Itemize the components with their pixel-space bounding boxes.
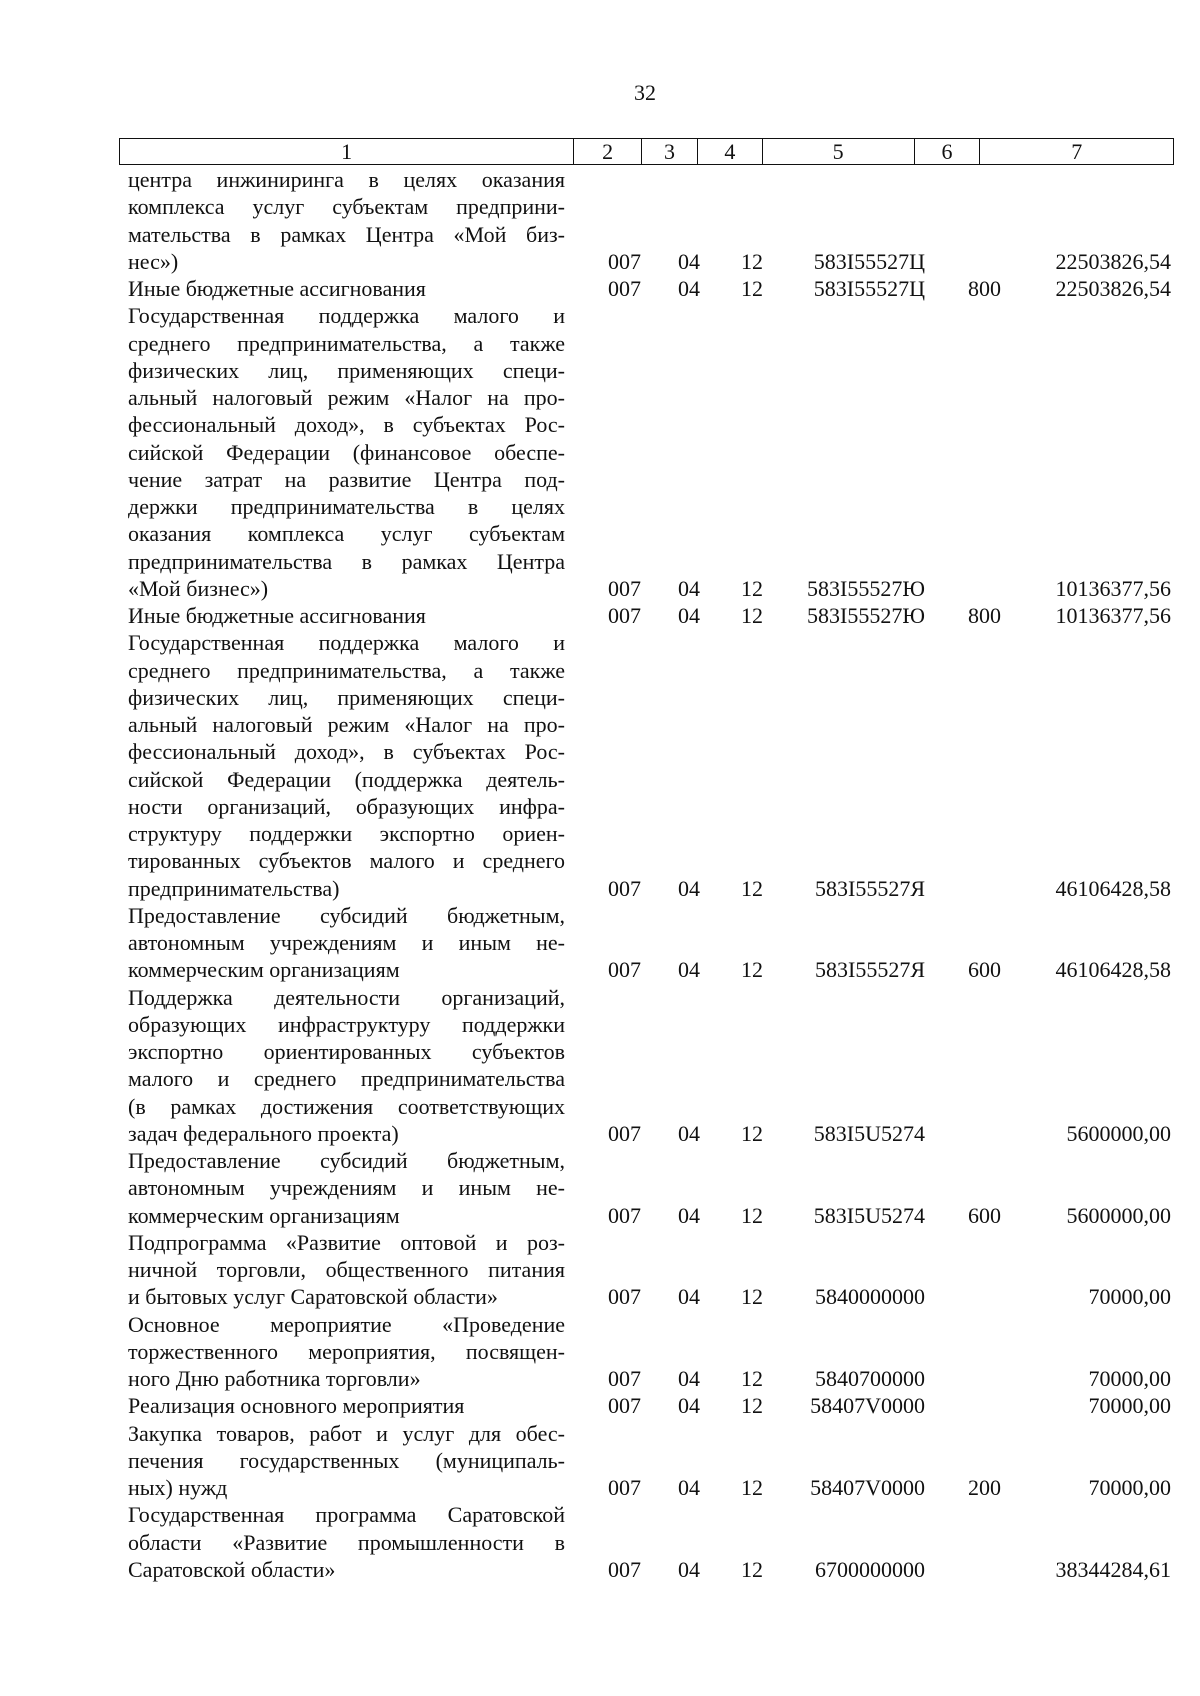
ministry-code: 007	[608, 1556, 641, 1582]
table-row	[128, 166, 1173, 275]
description-line: альный налоговый режим «Налог на про-	[128, 712, 565, 737]
description-line: Закупка товаров, работ и услуг для обес-	[128, 1420, 565, 1446]
subsection-code: 12	[741, 957, 763, 983]
description-line: (в рамках достижения соответствующих	[128, 1093, 565, 1119]
ministry-code: 007	[608, 1475, 641, 1500]
table-header	[119, 138, 1174, 165]
section-code: 04	[678, 603, 700, 628]
description-line: ного Дню работника торговли»	[128, 1366, 421, 1391]
description-line: физических лиц, применяющих специ-	[128, 684, 565, 710]
description-line: держки предпринимательства в целях	[128, 494, 565, 519]
target-article-code: 583I55527Ц	[813, 248, 925, 274]
section-code: 04	[678, 1366, 700, 1391]
description-line: нес»)	[128, 248, 179, 274]
row-description	[128, 166, 565, 275]
description-line: сийской Федерации (финансовое обеспе-	[128, 439, 565, 465]
description-line: ности организаций, образующих инфра-	[128, 793, 565, 819]
ministry-code: 007	[608, 1202, 641, 1228]
ministry-code: 007	[608, 957, 641, 983]
ministry-code: 007	[608, 1393, 641, 1419]
row-description	[128, 1501, 565, 1583]
ministry-code: 007	[608, 248, 641, 274]
description-line: коммерческим организациям	[128, 957, 400, 983]
description-line: структуру поддержки экспортно ориен-	[128, 821, 565, 846]
target-article-code: 583I5U5274	[813, 1202, 925, 1228]
description-line: чение затрат на развитие Центра под-	[128, 466, 565, 492]
ministry-code: 007	[608, 1120, 641, 1146]
target-article-code: 6700000000	[815, 1556, 925, 1582]
section-code: 04	[678, 1556, 700, 1582]
table-row	[128, 1392, 1173, 1419]
table-body	[128, 166, 1173, 1583]
target-article-code: 583I55527Я	[815, 957, 925, 983]
amount: 10136377,56	[1055, 603, 1171, 628]
description-line: области «Развитие промышленности в	[128, 1529, 565, 1555]
description-line: ных) нужд	[128, 1475, 228, 1500]
section-code: 04	[678, 575, 700, 601]
subsection-code: 12	[741, 603, 763, 628]
row-description	[128, 1311, 565, 1393]
description-line: комплекса услуг субъектам предприни-	[128, 194, 565, 220]
target-article-code: 583I55527Ц	[813, 276, 925, 301]
table-row	[128, 902, 1173, 984]
expense-type-code: 600	[968, 957, 1001, 983]
expense-type-code: 800	[968, 276, 1001, 301]
description-line: Иные бюджетные ассигнования	[128, 603, 426, 628]
description-line: центра инжиниринга в целях оказания	[128, 167, 565, 192]
amount: 38344284,61	[1055, 1556, 1171, 1582]
description-line: задач федерального проекта)	[128, 1120, 399, 1146]
ministry-code: 007	[608, 1284, 641, 1310]
table-row	[128, 1147, 1173, 1229]
row-description	[128, 302, 565, 602]
description-line: Поддержка деятельности организаций,	[128, 984, 565, 1010]
section-code: 04	[678, 1475, 700, 1500]
description-line: физических лиц, применяющих специ-	[128, 357, 565, 383]
header-col-3: 3	[642, 139, 698, 164]
description-line: предпринимательства)	[128, 875, 340, 901]
row-description	[128, 1420, 565, 1502]
description-line: Государственная поддержка малого и	[128, 303, 565, 329]
ministry-code: 007	[608, 575, 641, 601]
description-line: альный налоговый режим «Налог на про-	[128, 385, 565, 410]
description-line: мательства в рамках Центра «Мой биз-	[128, 221, 565, 247]
subsection-code: 12	[741, 1475, 763, 1500]
description-line: Саратовской области»	[128, 1556, 336, 1582]
page-number: 32	[634, 80, 656, 105]
target-article-code: 5840700000	[815, 1366, 925, 1391]
row-description	[128, 984, 565, 1148]
description-line: «Мой бизнес»)	[128, 575, 269, 601]
section-code: 04	[678, 1120, 700, 1146]
section-code: 04	[678, 248, 700, 274]
expense-type-code: 600	[968, 1202, 1001, 1228]
amount: 70000,00	[1088, 1284, 1171, 1310]
table-row	[128, 302, 1173, 602]
expense-type-code: 200	[968, 1475, 1001, 1500]
amount: 22503826,54	[1055, 248, 1171, 274]
ministry-code: 007	[608, 603, 641, 628]
subsection-code: 12	[741, 276, 763, 301]
target-article-code: 58407V0000	[810, 1475, 925, 1500]
description-line: фессиональный доход», в субъектах Рос-	[128, 739, 565, 765]
target-article-code: 583I55527Я	[815, 875, 925, 901]
amount: 46106428,58	[1055, 875, 1171, 901]
row-description	[128, 1229, 565, 1311]
section-code: 04	[678, 1202, 700, 1228]
table-row	[128, 275, 1173, 302]
description-line: Основное мероприятие «Проведение	[128, 1311, 565, 1337]
subsection-code: 12	[741, 1366, 763, 1391]
amount: 22503826,54	[1055, 276, 1171, 301]
description-line: ничной торговли, общественного питания	[128, 1257, 565, 1282]
subsection-code: 12	[741, 248, 763, 274]
description-line: Подпрограмма «Развитие оптовой и роз-	[128, 1229, 565, 1255]
expense-type-code: 800	[968, 603, 1001, 628]
row-description	[128, 275, 565, 302]
description-line: и бытовых услуг Саратовской области»	[128, 1284, 498, 1310]
amount: 70000,00	[1088, 1366, 1171, 1391]
row-description	[128, 1392, 565, 1419]
table-row	[128, 984, 1173, 1148]
row-description	[128, 629, 565, 902]
description-line: образующих инфраструктуру поддержки	[128, 1011, 565, 1037]
section-code: 04	[678, 957, 700, 983]
row-description	[128, 602, 565, 629]
table-row	[128, 1420, 1173, 1502]
subsection-code: 12	[741, 1556, 763, 1582]
description-line: автономным учреждениям и иным не-	[128, 930, 565, 955]
table-row	[128, 1229, 1173, 1311]
description-line: Реализация основного мероприятия	[128, 1393, 465, 1419]
description-line: сийской Федерации (поддержка деятель-	[128, 766, 565, 792]
description-line: коммерческим организациям	[128, 1202, 400, 1228]
section-code: 04	[678, 276, 700, 301]
amount: 10136377,56	[1055, 575, 1171, 601]
target-article-code: 583I55527Ю	[807, 603, 925, 628]
amount: 70000,00	[1088, 1475, 1171, 1500]
ministry-code: 007	[608, 276, 641, 301]
target-article-code: 583I5U5274	[813, 1120, 925, 1146]
section-code: 04	[678, 1393, 700, 1419]
section-code: 04	[678, 875, 700, 901]
target-article-code: 58407V0000	[810, 1393, 925, 1419]
amount: 5600000,00	[1066, 1202, 1171, 1228]
amount: 46106428,58	[1055, 957, 1171, 983]
subsection-code: 12	[741, 575, 763, 601]
row-description	[128, 902, 565, 984]
description-line: Предоставление субсидий бюджетным,	[128, 1148, 565, 1173]
description-line: фессиональный доход», в субъектах Рос-	[128, 412, 565, 438]
subsection-code: 12	[741, 875, 763, 901]
description-line: тированных субъектов малого и среднего	[128, 848, 565, 874]
description-line: экспортно ориентированных субъектов	[128, 1039, 565, 1064]
section-code: 04	[678, 1284, 700, 1310]
amount: 70000,00	[1088, 1393, 1171, 1419]
description-line: Государственная программа Саратовской	[128, 1502, 565, 1528]
target-article-code: 5840000000	[815, 1284, 925, 1310]
subsection-code: 12	[741, 1120, 763, 1146]
header-col-5: 5	[763, 139, 915, 164]
amount: 5600000,00	[1066, 1120, 1171, 1146]
header-col-6: 6	[915, 139, 981, 164]
description-line: оказания комплекса услуг субъектам	[128, 521, 565, 547]
description-line: Предоставление субсидий бюджетным,	[128, 902, 565, 928]
header-col-2: 2	[574, 139, 642, 164]
header-col-7: 7	[1071, 139, 1083, 164]
description-line: малого и среднего предпринимательства	[128, 1066, 565, 1092]
description-line: предпринимательства в рамках Центра	[128, 548, 565, 574]
table-row	[128, 1501, 1173, 1583]
row-description	[128, 1147, 565, 1229]
description-line: печения государственных (муниципаль-	[128, 1447, 565, 1473]
subsection-code: 12	[741, 1202, 763, 1228]
header-col-4: 4	[698, 139, 763, 164]
table-row	[128, 1311, 1173, 1393]
description-line: среднего предпринимательства, а также	[128, 657, 565, 683]
description-line: среднего предпринимательства, а также	[128, 330, 565, 356]
table-row	[128, 602, 1173, 629]
subsection-code: 12	[741, 1284, 763, 1310]
ministry-code: 007	[608, 1366, 641, 1391]
subsection-code: 12	[741, 1393, 763, 1419]
ministry-code: 007	[608, 875, 641, 901]
description-line: Государственная поддержка малого и	[128, 630, 565, 656]
description-line: автономным учреждениям и иным не-	[128, 1175, 565, 1201]
description-line: Иные бюджетные ассигнования	[128, 276, 426, 301]
header-col-1: 1	[120, 139, 574, 164]
description-line: торжественного мероприятия, посвящен-	[128, 1338, 565, 1364]
target-article-code: 583I55527Ю	[807, 575, 925, 601]
table-row	[128, 629, 1173, 902]
